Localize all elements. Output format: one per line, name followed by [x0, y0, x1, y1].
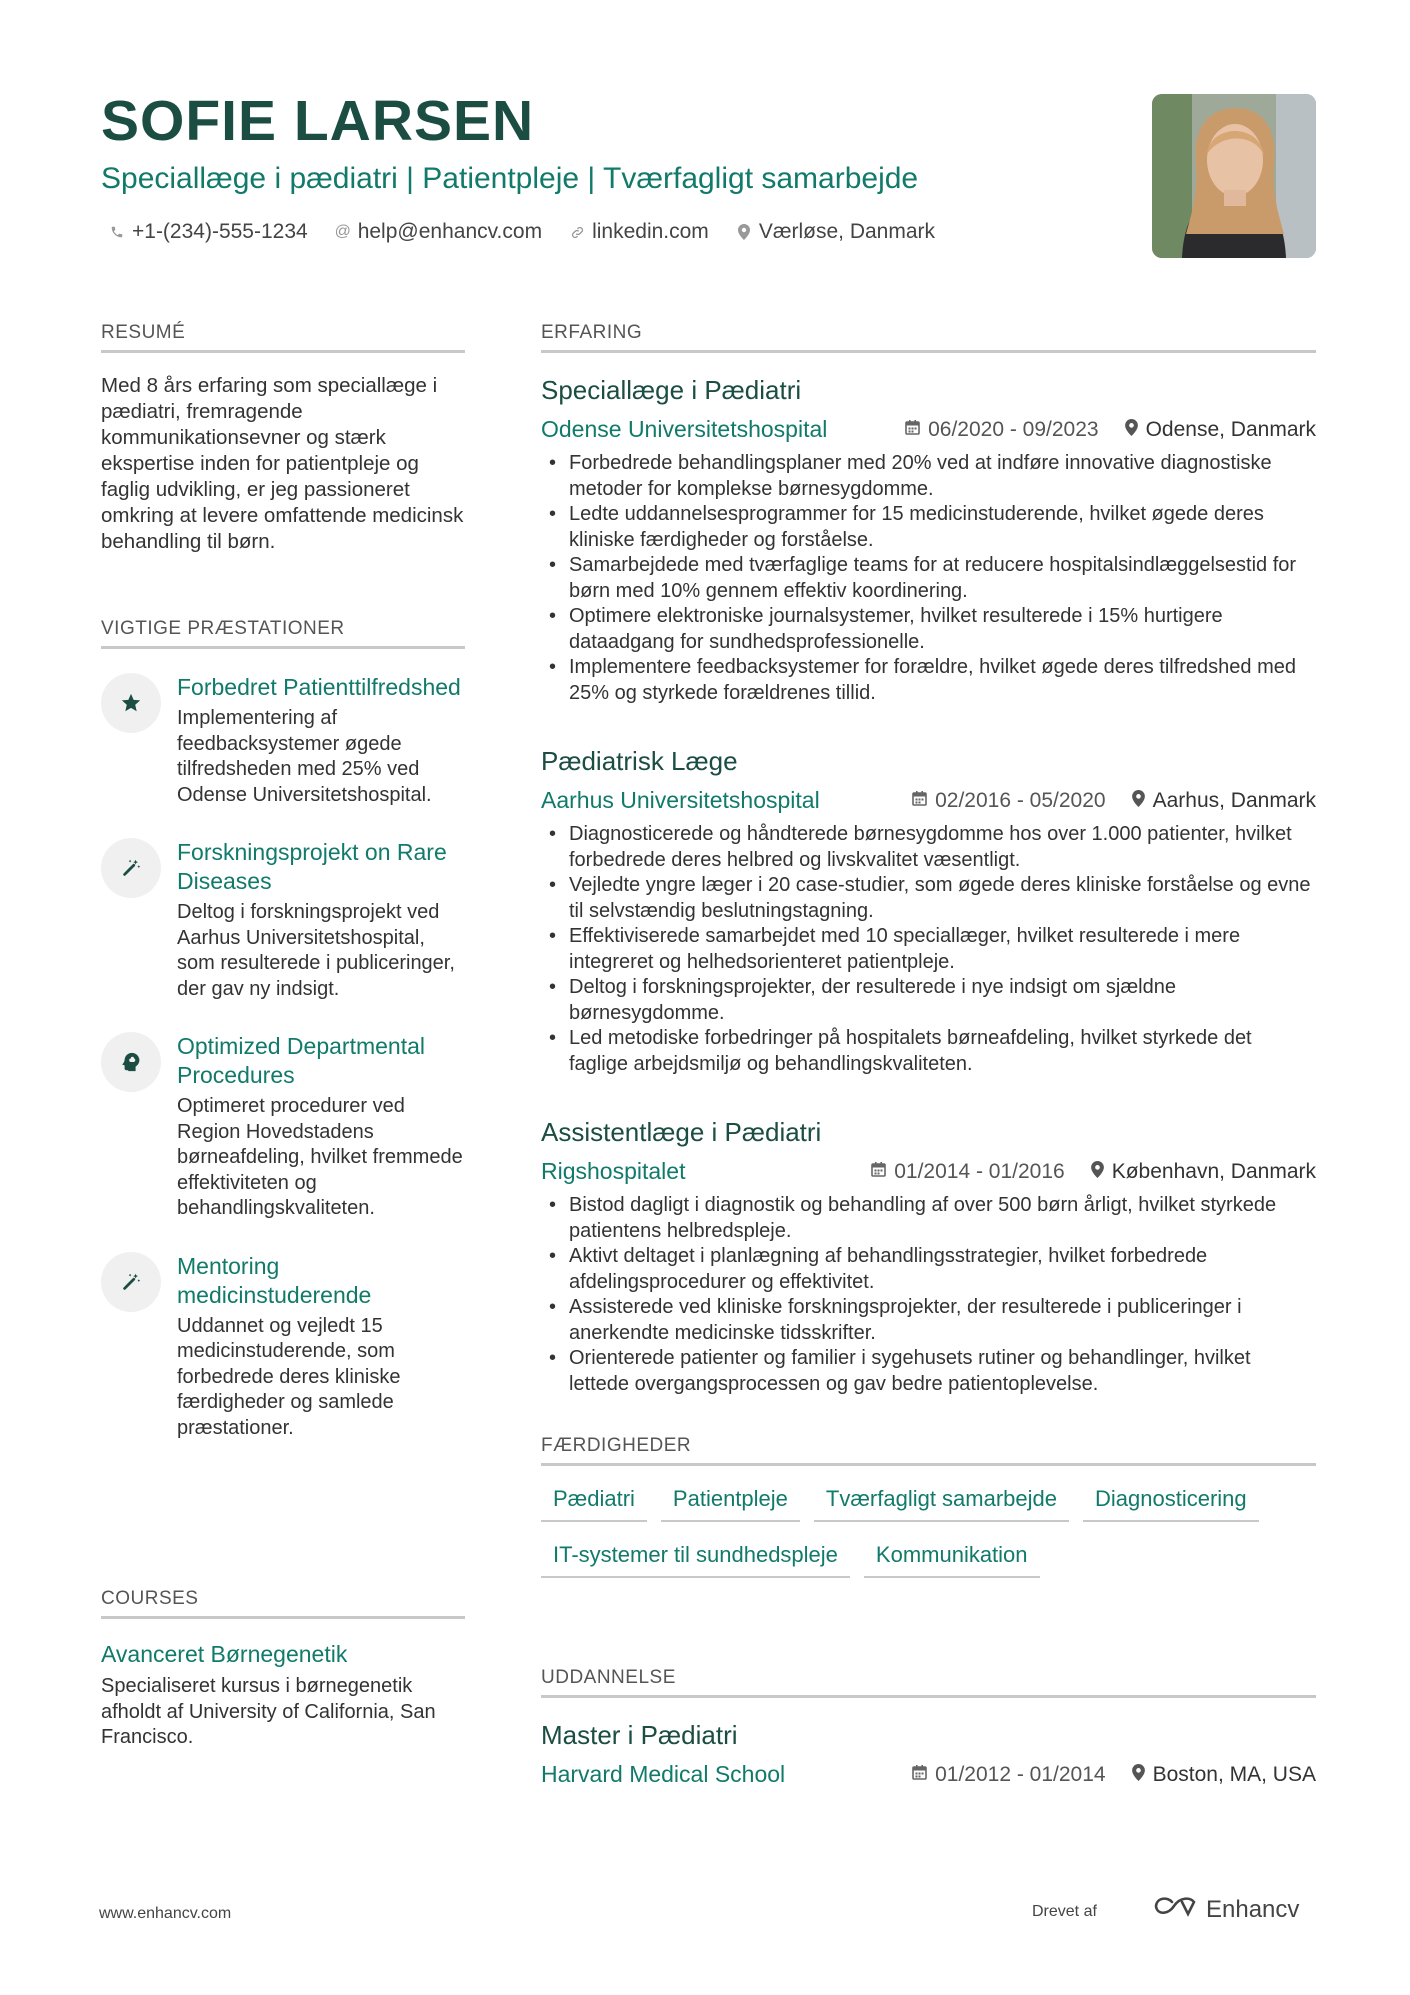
job-dates: 01/2014 - 01/2016: [871, 1160, 1064, 1184]
education-location: Boston, MA, USA: [1132, 1763, 1316, 1787]
job-entry: [541, 375, 1316, 706]
achievement-desc: Uddannet og vejledt 15 medicinstuderende, som forbedrede deres kliniske færdigheder og samlede præstationer.: [177, 1314, 401, 1439]
skill-tag: Diagnosticering: [1083, 1482, 1259, 1522]
job-company: Odense Universitetshospital: [541, 416, 828, 442]
enhancv-logo-text: Enhancv: [1206, 1895, 1300, 1923]
contact-email[interactable]: @ help@enhancv.com: [334, 220, 543, 243]
job-bullet: • Implementere feedbacksystemer for forældre, hvilket øgede deres tilfredshed med 25% og styrkede forældrenes tillid.: [541, 655, 1316, 706]
job-location: København, Danmark: [1091, 1160, 1316, 1184]
job-bullets: [541, 451, 1316, 706]
magic-wand-icon: [101, 838, 161, 898]
job-bullet: • Diagnosticerede og håndterede børnesygdomme hos over 1.000 patienter, hvilket forbedrede deres helbred og livskvalitet væsentligt.: [541, 822, 1316, 873]
job-bullet: • Optimere elektroniske journalsystemer, hvilket resulterede i 15% hurtigere dataadgang for sundhedsprofessionelle.: [541, 604, 1316, 655]
courses-section: [101, 1588, 465, 1751]
enhancv-logo-icon: [1152, 1894, 1198, 1925]
location-icon: [1091, 1161, 1104, 1183]
achievement-item: [101, 1252, 465, 1442]
skill-tag: Pædiatri: [541, 1482, 647, 1522]
job-bullet: • Forbedrede behandlingsplaner med 20% ved at indføre innovative diagnostiske metoder for komplekse børnesygdomme.: [541, 451, 1316, 502]
head-brain-icon: [101, 1032, 161, 1092]
achievement-desc: Deltog i forskningsprojekt ved Aarhus Universitetshospital, som resulterede i publiceringer, der gav ny indsigt.: [177, 901, 455, 1000]
achievements-heading: VIGTIGE PRÆSTATIONER: [101, 618, 465, 649]
course-title: Avanceret Børnegenetik: [101, 1641, 348, 1667]
calendar-icon: [905, 419, 920, 440]
summary-section: [101, 322, 465, 555]
job-bullet: • Bistod dagligt i diagnostik og behandling af over 500 børn årligt, hvilket styrkede patientens helbredspleje.: [541, 1193, 1316, 1244]
achievement-item: [101, 838, 465, 1002]
experience-section: [541, 322, 1316, 1397]
location-icon: [1125, 419, 1138, 441]
achievement-desc: Implementering af feedbacksystemer øgede tilfredsheden med 25% ved Odense Universitetshospital.: [177, 707, 432, 806]
job-dates: 02/2016 - 05/2020: [912, 789, 1105, 813]
course-desc: Specialiseret kursus i børnegenetik afholdt af University of California, San Francisco.: [101, 1675, 436, 1748]
job-entry: [541, 1117, 1316, 1397]
achievement-desc: Optimeret procedurer ved Region Hovedstadens børneafdeling, hvilket fremmede effektiviteten og behandlingskvaliteten.: [177, 1095, 463, 1219]
skills-section: [541, 1435, 1316, 1578]
profile-photo: [1152, 94, 1316, 258]
phone-icon: [108, 225, 126, 239]
job-bullet: • Assisterede ved kliniske forskningsprojekter, der resulterede i publiceringer i anerkendte medicinske tidsskrifter.: [541, 1295, 1316, 1346]
job-entry: [541, 746, 1316, 1077]
achievement-title: Forskningsprojekt on Rare Diseases: [177, 839, 447, 894]
job-bullet: • Samarbejdede med tværfaglige teams for at reducere hospitalsindlæggelsestid for børn med 10% gennem effektiv koordinering.: [541, 553, 1316, 604]
job-bullet: • Vejledte yngre læger i 20 case-studier, som øgede deres kliniske forståelse og evne til selvstændig beslutningstagning.: [541, 873, 1316, 924]
achievement-item: [101, 1032, 465, 1222]
link-icon: [568, 225, 586, 240]
achievement-item: [101, 673, 465, 808]
job-location: Odense, Danmark: [1125, 418, 1316, 442]
summary-text: Med 8 års erfaring som speciallæge i pædiatri, fremragende kommunikationsevner og stærk ekspertise inden for patientpleje og faglig udvikling, er jeg passioneret omkring at levere omfattende medicinsk behandling til børn.: [101, 374, 464, 553]
education-entry: [541, 1720, 1316, 1788]
education-degree: Master i Pædiatri: [541, 1720, 738, 1750]
skill-tag: Kommunikation: [864, 1538, 1040, 1578]
education-section: [541, 1667, 1316, 1788]
summary-heading: RESUMÉ: [101, 322, 465, 353]
location-icon: [1132, 1764, 1145, 1786]
job-title: Assistentlæge i Pædiatri: [541, 1117, 822, 1147]
enhancv-logo[interactable]: [1152, 1894, 1299, 1925]
footer-url[interactable]: www.enhancv.com: [99, 1905, 232, 1922]
calendar-icon: [912, 1764, 927, 1785]
achievement-title: Mentoring medicinstuderende: [177, 1252, 372, 1308]
candidate-name: SOFIE LARSEN: [101, 89, 535, 153]
star-icon: [101, 673, 161, 733]
skill-tag: Tværfagligt samarbejde: [814, 1482, 1069, 1522]
contact-phone[interactable]: +1-(234)-555-1234: [108, 220, 308, 244]
job-bullets: [541, 822, 1316, 1077]
location-icon: [1132, 790, 1145, 812]
job-location: Aarhus, Danmark: [1132, 789, 1316, 813]
job-bullets: [541, 1193, 1316, 1397]
skills-list: [541, 1482, 1316, 1578]
skill-tag: Patientpleje: [661, 1482, 800, 1522]
job-dates: 06/2020 - 09/2023: [905, 418, 1098, 442]
education-dates: 01/2012 - 01/2014: [912, 1763, 1105, 1787]
job-bullet: • Led metodiske forbedringer på hospitalets børneafdeling, hvilket styrkede det faglige arbejdsmiljø og behandlingskvaliteten.: [541, 1026, 1316, 1077]
job-company: Rigshospitalet: [541, 1158, 686, 1184]
courses-heading: COURSES: [101, 1588, 465, 1619]
magic-wand-icon: [101, 1252, 161, 1312]
education-school: Harvard Medical School: [541, 1761, 786, 1787]
candidate-headline: Speciallæge i pædiatri | Patientpleje | Tværfagligt samarbejde: [101, 162, 919, 195]
achievement-title: Optimized Departmental Procedures: [177, 1033, 425, 1088]
job-bullet: • Effektiviserede samarbejdet med 10 speciallæger, hvilket resulterede i mere integreret og helhedsorienteret patientpleje.: [541, 924, 1316, 975]
job-bullet: • Orienterede patienter og familier i sygehusets rutiner og behandlinger, hvilket lettede overgangsprocessen og gav bedre patientoplevelse.: [541, 1346, 1316, 1397]
job-title: Pædiatrisk Læge: [541, 746, 738, 776]
footer-powered-by: Drevet af: [1032, 1903, 1097, 1920]
skills-heading: FÆRDIGHEDER: [541, 1435, 1316, 1466]
calendar-icon: [912, 790, 927, 811]
contact-linkedin[interactable]: linkedin.com: [568, 220, 709, 244]
achievements-section: [101, 618, 465, 1441]
job-bullet: • Deltog i forskningsprojekter, der resulterede i nye indsigt om sjældne børnesygdomme.: [541, 975, 1316, 1026]
job-bullet: • Aktivt deltaget i planlægning af behandlingsstrategier, hvilket forbedrede afdelingsprocedurer og effektivitet.: [541, 1244, 1316, 1295]
contact-location: Værløse, Danmark: [735, 220, 935, 244]
at-icon: @: [334, 223, 351, 240]
location-icon: [735, 224, 753, 240]
job-bullet: • Ledte uddannelsesprogrammer for 15 medicinstuderende, hvilket øgede deres kliniske færdigheder og forståelse.: [541, 502, 1316, 553]
achievement-title: Forbedret Patienttilfredshed: [177, 674, 461, 700]
job-company: Aarhus Universitetshospital: [541, 787, 820, 813]
education-heading: UDDANNELSE: [541, 1667, 1316, 1698]
skill-tag: IT-systemer til sundhedspleje: [541, 1538, 850, 1578]
experience-heading: ERFARING: [541, 322, 1316, 353]
contact-bar: [108, 220, 935, 244]
job-title: Speciallæge i Pædiatri: [541, 375, 802, 405]
calendar-icon: [871, 1161, 886, 1182]
